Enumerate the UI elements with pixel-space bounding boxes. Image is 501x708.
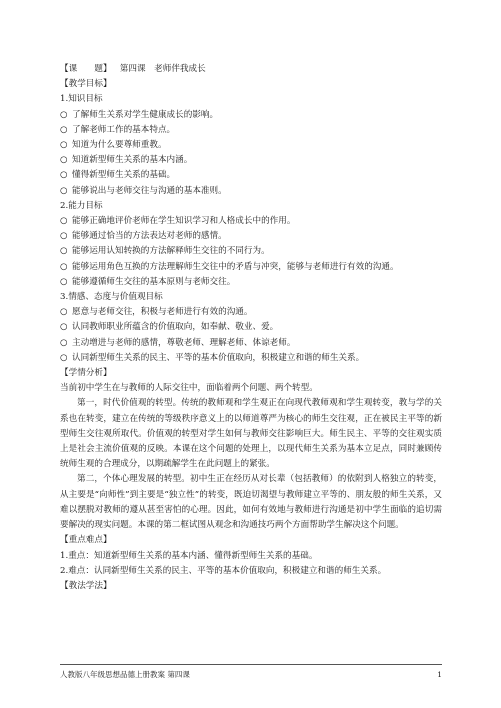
- lesson-title: [60, 62, 442, 77]
- footer-divider: [60, 664, 442, 665]
- circle-bullet-icon: ○: [60, 231, 68, 242]
- analysis-paragraph-2: 第二，个体心理发展的转型。初中生正在经历从对长辈（包括教师）的依附到人格独立的转变，从主要是“向师性”到主要是“独立性”的转变，既迫切渴望与教师建立平等的、朋友般的师生关系，又难以摆脱对教师的遵从甚至害怕的心理。因此，如何有效地与教师进行沟通是初中学生面临的追切需要解决的现实问题。本课的第二框试图从观念和沟通技巧两个方面帮助学生解决这个问题。: [60, 474, 442, 531]
- goal-item-text: 了解师生关系对学生健康成长的影响。: [72, 109, 219, 120]
- goal-item-text: 知道为什么要尊师重教。: [72, 140, 167, 151]
- circle-bullet-icon: ○: [60, 307, 68, 318]
- document-page: [60, 62, 442, 594]
- goal-item-text: 能够正确地评价老师在学生知识学习和人格成长中的作用。: [72, 216, 296, 227]
- circle-bullet-icon: ○: [60, 109, 68, 120]
- goal-item-text: 愿意与老师交往，积极与老师进行有效的沟通。: [72, 307, 253, 318]
- key-point-focus: 1.重点：知道新型师生关系的基本内涵、懂得新型师生关系的基础。: [60, 550, 318, 561]
- goal-item-text: 能够运用认知转换的方法解释师生交往的不同行为。: [72, 246, 270, 257]
- subheading-attitude: 3.情感、态度与价值观目标: [60, 292, 163, 303]
- page-footer: [60, 670, 442, 680]
- circle-bullet-icon: ○: [60, 124, 68, 135]
- goal-item: [60, 229, 442, 244]
- goal-item-text: 懂得新型师生关系的基础。: [72, 170, 176, 181]
- goal-item: [60, 123, 442, 138]
- goal-item-text: 能够运用角色互换的方法理解师生交往中的矛盾与冲突，能够与老师进行有效的沟通。: [72, 261, 399, 272]
- attitude-goal-list: [60, 305, 442, 366]
- section-heading-methods: 【教法学法】: [60, 580, 112, 591]
- analysis-intro: 当前初中学生在与教师的人际交往中，面临着两个问题、两个转型。: [60, 383, 318, 394]
- goal-item: [60, 168, 442, 183]
- page-number: 1: [437, 670, 442, 679]
- goal-item-text: 认同教师职业所蕴含的价值取向，如奉献、敬业、爱。: [72, 322, 279, 333]
- subheading-ability: 2.能力目标: [60, 200, 103, 211]
- goal-item: [60, 153, 442, 168]
- section-heading-goals: 【教学目标】: [60, 79, 112, 90]
- goal-item: [60, 336, 442, 351]
- goal-item: [60, 260, 442, 275]
- goal-item: [60, 305, 442, 320]
- goal-item: [60, 351, 442, 366]
- circle-bullet-icon: ○: [60, 155, 68, 166]
- goal-item: [60, 184, 442, 199]
- circle-bullet-icon: ○: [60, 322, 68, 333]
- goal-item-text: 了解老师工作的基本特点。: [72, 124, 176, 135]
- goal-item-text: 能够遵循师生交往的基本原则与老师交往。: [72, 276, 236, 287]
- knowledge-goal-list: [60, 108, 442, 199]
- circle-bullet-icon: ○: [60, 337, 68, 348]
- ability-goal-list: [60, 214, 442, 290]
- footer-text: 人教版八年级思想品德上册教案 第四课: [60, 670, 190, 679]
- analysis-paragraph-1: 第一，时代价值观的转型。传统的教师观和学生观正在向现代教师观和学生观转变，教与学的关系也在转变，建立在传统的等级秩序意义上的以师道尊严为核心的师生交往观，正在被民主平等的新型师生交往观所取代。价值观的转型对学生如何与教师交往影响巨大。师生民主、平等的交往观实质上是社会主流价值观的反映。本课在这个问题的处理上，以现代师生关系为基本立足点，同时兼顾传统师生观的合理成分，以期疏解学生在此问题上的紧张。: [60, 398, 442, 470]
- goal-item-text: 能够说出与老师交往与沟通的基本准则。: [72, 185, 227, 196]
- circle-bullet-icon: ○: [60, 276, 68, 287]
- key-point-difficulty: 2.难点：认同新型师生关系的民主、平等的基本价值取向，积极建立和谐的师生关系。: [60, 565, 387, 576]
- goal-item-text: 知道新型师生关系的基本内涵。: [72, 155, 193, 166]
- circle-bullet-icon: ○: [60, 216, 68, 227]
- circle-bullet-icon: ○: [60, 261, 68, 272]
- circle-bullet-icon: ○: [60, 140, 68, 151]
- section-heading-key-points: 【重点难点】: [60, 535, 112, 546]
- goal-item: [60, 275, 442, 290]
- goal-item: [60, 244, 442, 259]
- goal-item: [60, 108, 442, 123]
- circle-bullet-icon: ○: [60, 246, 68, 257]
- lesson-title-label: 【课 题】: [60, 64, 112, 74]
- goal-item: [60, 320, 442, 335]
- circle-bullet-icon: ○: [60, 170, 68, 181]
- goal-item: [60, 138, 442, 153]
- subheading-knowledge: 1.知识目标: [60, 94, 103, 105]
- goal-item-text: 主动增进与老师的感情，尊敬老师、理解老师、体谅老师。: [72, 337, 296, 348]
- goal-item: [60, 214, 442, 229]
- circle-bullet-icon: ○: [60, 185, 68, 196]
- lesson-title-value: 第四课 老师伴我成长: [119, 64, 206, 74]
- goal-item-text: 能够通过恰当的方法表达对老师的感情。: [72, 231, 227, 242]
- goal-item-text: 认同新型师生关系的民主、平等的基本价值取向，积极建立和谐的师生关系。: [72, 352, 365, 363]
- circle-bullet-icon: ○: [60, 352, 68, 363]
- section-heading-analysis: 【学情分析】: [60, 368, 112, 379]
